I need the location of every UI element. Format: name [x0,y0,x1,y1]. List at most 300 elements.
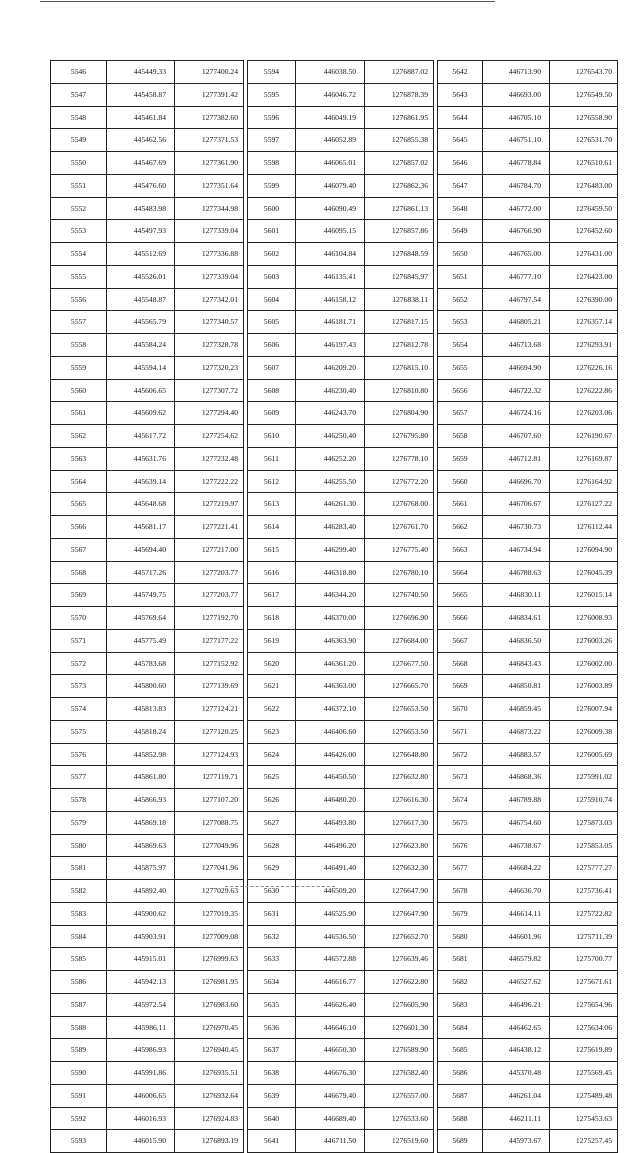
table-row [248,516,434,539]
table-row [438,493,618,516]
table-row [51,652,244,675]
point-number: 5612 [248,470,296,493]
coordinate-tables [50,60,615,1146]
y-coordinate: 1276665.70 [365,675,434,698]
x-coordinate: 446766.90 [483,220,550,243]
y-coordinate: 1276623.80 [365,834,434,857]
y-coordinate: 1276935.51 [175,1062,244,1085]
y-coordinate: 1276696.90 [365,607,434,630]
point-number: 5655 [438,356,483,379]
point-number: 5640 [248,1107,296,1130]
y-coordinate: 1277400.24 [175,61,244,84]
point-number: 5644 [438,106,483,129]
y-coordinate: 1276932.64 [175,1084,244,1107]
x-coordinate: 446525.90 [296,902,365,925]
y-coordinate: 1277120.25 [175,720,244,743]
x-coordinate: 446601.96 [483,925,550,948]
y-coordinate: 1277307.72 [175,379,244,402]
table-row [438,265,618,288]
y-coordinate: 1276112.44 [550,516,618,539]
point-number: 5689 [438,1130,483,1153]
point-number: 5609 [248,402,296,425]
table-row [438,1016,618,1039]
point-number: 5604 [248,288,296,311]
y-coordinate: 1275853.05 [550,834,618,857]
x-coordinate: 446859.45 [483,698,550,721]
table-row [51,538,244,561]
table-row [438,561,618,584]
table-row [51,971,244,994]
x-coordinate: 446209.20 [296,356,365,379]
table-row [438,698,618,721]
table-row [51,220,244,243]
y-coordinate: 1276768.00 [365,493,434,516]
x-coordinate: 446850.81 [483,675,550,698]
table-row [438,925,618,948]
y-coordinate: 1276848.59 [365,243,434,266]
table-row [438,174,618,197]
table-row [248,811,434,834]
point-number: 5547 [51,83,107,106]
y-coordinate: 1277203.77 [175,561,244,584]
point-number: 5688 [438,1107,483,1130]
x-coordinate: 446509.20 [296,880,365,903]
y-coordinate: 1277029.63 [175,880,244,903]
y-coordinate: 1276812.78 [365,334,434,357]
table-row [248,584,434,607]
table-row [51,993,244,1016]
x-coordinate: 445497.93 [107,220,175,243]
x-coordinate: 446788.63 [483,561,550,584]
y-coordinate: 1276855.38 [365,129,434,152]
table-row [438,379,618,402]
point-number: 5669 [438,675,483,698]
point-number: 5656 [438,379,483,402]
y-coordinate: 1276983.60 [175,993,244,1016]
y-coordinate: 1276647.90 [365,880,434,903]
table-row [438,857,618,880]
point-number: 5581 [51,857,107,880]
x-coordinate: 446158.12 [296,288,365,311]
table-row [51,311,244,334]
y-coordinate: 1276164.92 [550,470,618,493]
table-row [51,356,244,379]
point-number: 5579 [51,811,107,834]
x-coordinate: 446834.61 [483,607,550,630]
table-row [51,720,244,743]
y-coordinate: 1276778.10 [365,447,434,470]
y-coordinate: 1276647.90 [365,902,434,925]
x-coordinate: 446883.57 [483,743,550,766]
point-number: 5677 [438,857,483,880]
y-coordinate: 1276003.26 [550,629,618,652]
table-row [51,1084,244,1107]
x-coordinate: 445717.26 [107,561,175,584]
point-number: 5570 [51,607,107,630]
y-coordinate: 1276838.11 [365,288,434,311]
y-coordinate: 1277139.69 [175,675,244,698]
y-coordinate: 1275654.96 [550,993,618,1016]
x-coordinate: 446676.30 [296,1062,365,1085]
y-coordinate: 1276226.16 [550,356,618,379]
table-row [248,948,434,971]
x-coordinate: 446836.50 [483,629,550,652]
table-row [248,743,434,766]
y-coordinate: 1275569.45 [550,1062,618,1085]
y-coordinate: 1276652.70 [365,925,434,948]
point-number: 5588 [51,1016,107,1039]
table-row [248,1107,434,1130]
x-coordinate: 445512.69 [107,243,175,266]
x-coordinate: 446496.21 [483,993,550,1016]
table-row [248,993,434,1016]
point-number: 5662 [438,516,483,539]
table-row [248,607,434,630]
table-row [438,1107,618,1130]
table-row [248,243,434,266]
y-coordinate: 1277203.77 [175,584,244,607]
y-coordinate: 1277294.40 [175,402,244,425]
y-coordinate: 1276531.70 [550,129,618,152]
point-number: 5659 [438,447,483,470]
x-coordinate: 446614.11 [483,902,550,925]
point-number: 5675 [438,811,483,834]
x-coordinate: 445915.01 [107,948,175,971]
x-coordinate: 446797.54 [483,288,550,311]
x-coordinate: 446616.77 [296,971,365,994]
y-coordinate: 1277254.62 [175,425,244,448]
table-row [51,447,244,470]
y-coordinate: 1277107.20 [175,789,244,812]
table-row [51,743,244,766]
y-coordinate: 1276222.86 [550,379,618,402]
x-coordinate: 445818.24 [107,720,175,743]
point-number: 5563 [51,447,107,470]
table-row [438,675,618,698]
y-coordinate: 1275453.63 [550,1107,618,1130]
point-number: 5685 [438,1039,483,1062]
x-coordinate: 445861.80 [107,766,175,789]
table-row [248,766,434,789]
table-row [438,880,618,903]
table-row [51,925,244,948]
point-number: 5584 [51,925,107,948]
table-row [51,1016,244,1039]
y-coordinate: 1276639.46 [365,948,434,971]
point-number: 5663 [438,538,483,561]
point-number: 5553 [51,220,107,243]
table-row [51,265,244,288]
table-row [438,106,618,129]
table-row [51,197,244,220]
table-row [51,1039,244,1062]
x-coordinate: 446713.90 [483,61,550,84]
table-row [248,288,434,311]
x-coordinate: 446696.70 [483,470,550,493]
x-coordinate: 445852.98 [107,743,175,766]
point-number: 5576 [51,743,107,766]
y-coordinate: 1275257.45 [550,1130,618,1153]
y-coordinate: 1276459.50 [550,197,618,220]
point-number: 5605 [248,311,296,334]
x-coordinate: 445449.33 [107,61,175,84]
table-row [51,1130,244,1153]
y-coordinate: 1276815.10 [365,356,434,379]
table-row [51,789,244,812]
x-coordinate: 446734.94 [483,538,550,561]
table-row [51,1062,244,1085]
point-number: 5554 [51,243,107,266]
point-number: 5598 [248,152,296,175]
y-coordinate: 1275777.27 [550,857,618,880]
x-coordinate: 445813.83 [107,698,175,721]
x-coordinate: 446789.88 [483,789,550,812]
x-coordinate: 446015.90 [107,1130,175,1153]
point-number: 5559 [51,356,107,379]
point-number: 5636 [248,1016,296,1039]
y-coordinate: 1276002.00 [550,652,618,675]
point-number: 5615 [248,538,296,561]
point-number: 5562 [51,425,107,448]
x-coordinate: 445991.86 [107,1062,175,1085]
y-coordinate: 1277219.97 [175,493,244,516]
point-number: 5637 [248,1039,296,1062]
y-coordinate: 1276519.60 [365,1130,434,1153]
point-number: 5652 [438,288,483,311]
table-row [51,834,244,857]
y-coordinate: 1276390.00 [550,288,618,311]
y-coordinate: 1275671.61 [550,971,618,994]
x-coordinate: 446650.30 [296,1039,365,1062]
point-number: 5651 [438,265,483,288]
x-coordinate: 445903.91 [107,925,175,948]
point-number: 5618 [248,607,296,630]
point-number: 5681 [438,948,483,971]
table-row [248,880,434,903]
y-coordinate: 1277049.96 [175,834,244,857]
x-coordinate: 446438.12 [483,1039,550,1062]
y-coordinate: 1276740.50 [365,584,434,607]
point-number: 5620 [248,652,296,675]
point-number: 5601 [248,220,296,243]
point-number: 5665 [438,584,483,607]
y-coordinate: 1277320.23 [175,356,244,379]
x-coordinate: 445467.69 [107,152,175,175]
table-row [51,61,244,84]
point-number: 5611 [248,447,296,470]
point-number: 5573 [51,675,107,698]
x-coordinate: 446572.88 [296,948,365,971]
coordinate-table-block-3 [437,60,618,1153]
table-row [248,971,434,994]
table-row [438,288,618,311]
y-coordinate: 1275910.74 [550,789,618,812]
table-row [438,971,618,994]
point-number: 5667 [438,629,483,652]
y-coordinate: 1277339.04 [175,265,244,288]
y-coordinate: 1276817.15 [365,311,434,334]
point-number: 5566 [51,516,107,539]
point-number: 5565 [51,493,107,516]
x-coordinate: 445617.72 [107,425,175,448]
point-number: 5594 [248,61,296,84]
point-number: 5619 [248,629,296,652]
x-coordinate: 446646.10 [296,1016,365,1039]
table-row [438,356,618,379]
point-number: 5574 [51,698,107,721]
table-row [248,311,434,334]
point-number: 5548 [51,106,107,129]
table-row [51,83,244,106]
point-number: 5561 [51,402,107,425]
table-row [438,129,618,152]
point-number: 5555 [51,265,107,288]
point-number: 5643 [438,83,483,106]
table-row [51,470,244,493]
x-coordinate: 446344.20 [296,584,365,607]
table-row [51,584,244,607]
point-number: 5660 [438,470,483,493]
table-row [248,470,434,493]
x-coordinate: 446778.84 [483,152,550,175]
table-row [438,334,618,357]
table-row [51,379,244,402]
y-coordinate: 1277019.35 [175,902,244,925]
point-number: 5614 [248,516,296,539]
point-number: 5687 [438,1084,483,1107]
point-number: 5686 [438,1062,483,1085]
point-number: 5560 [51,379,107,402]
x-coordinate: 446493.80 [296,811,365,834]
table-row [51,174,244,197]
table-row [438,538,618,561]
point-number: 5624 [248,743,296,766]
x-coordinate: 445606.65 [107,379,175,402]
y-coordinate: 1276893.19 [175,1130,244,1153]
point-number: 5645 [438,129,483,152]
point-number: 5597 [248,129,296,152]
table-row [51,243,244,266]
x-coordinate: 446480.20 [296,789,365,812]
x-coordinate: 446730.73 [483,516,550,539]
point-number: 5639 [248,1084,296,1107]
x-coordinate: 446052.89 [296,129,365,152]
y-coordinate: 1276190.67 [550,425,618,448]
point-number: 5578 [51,789,107,812]
point-number: 5564 [51,470,107,493]
x-coordinate: 446363.00 [296,675,365,698]
table-row [51,106,244,129]
table-row [248,675,434,698]
point-number: 5683 [438,993,483,1016]
table-row [438,629,618,652]
x-coordinate: 446090.49 [296,197,365,220]
point-number: 5572 [51,652,107,675]
point-number: 5680 [438,925,483,948]
x-coordinate: 446496.20 [296,834,365,857]
x-coordinate: 446261.04 [483,1084,550,1107]
table-row [51,402,244,425]
y-coordinate: 1276533.60 [365,1107,434,1130]
x-coordinate: 446426.00 [296,743,365,766]
point-number: 5682 [438,971,483,994]
table-row [248,1062,434,1085]
point-number: 5546 [51,61,107,84]
table-row [248,106,434,129]
y-coordinate: 1277391.42 [175,83,244,106]
point-number: 5575 [51,720,107,743]
y-coordinate: 1276015.14 [550,584,618,607]
x-coordinate: 446684.22 [483,857,550,880]
y-coordinate: 1276780.10 [365,561,434,584]
table-row [51,880,244,903]
table-row [248,402,434,425]
point-number: 5552 [51,197,107,220]
point-number: 5589 [51,1039,107,1062]
table-row [438,516,618,539]
table-row [438,789,618,812]
table-row [248,334,434,357]
point-number: 5648 [438,197,483,220]
x-coordinate: 445986.11 [107,1016,175,1039]
y-coordinate: 1277222.22 [175,470,244,493]
x-coordinate: 446626.40 [296,993,365,1016]
x-coordinate: 446772.00 [483,197,550,220]
table-row [248,538,434,561]
point-number: 5593 [51,1130,107,1153]
point-number: 5666 [438,607,483,630]
point-number: 5557 [51,311,107,334]
y-coordinate: 1276423.00 [550,265,618,288]
x-coordinate: 446135.41 [296,265,365,288]
y-coordinate: 1277217.00 [175,538,244,561]
x-coordinate: 446805.21 [483,311,550,334]
point-number: 5610 [248,425,296,448]
x-coordinate: 446722.32 [483,379,550,402]
y-coordinate: 1277009.08 [175,925,244,948]
y-coordinate: 1277340.57 [175,311,244,334]
x-coordinate: 445565.79 [107,311,175,334]
x-coordinate: 446754.60 [483,811,550,834]
x-coordinate: 446738.67 [483,834,550,857]
point-number: 5631 [248,902,296,925]
x-coordinate: 446579.82 [483,948,550,971]
point-number: 5580 [51,834,107,857]
y-coordinate: 1276810.80 [365,379,434,402]
point-number: 5625 [248,766,296,789]
y-coordinate: 1277382.60 [175,106,244,129]
table-row [51,425,244,448]
x-coordinate: 446079.40 [296,174,365,197]
y-coordinate: 1276357.14 [550,311,618,334]
y-coordinate: 1276632.30 [365,857,434,880]
x-coordinate: 446372.10 [296,698,365,721]
table-row [51,288,244,311]
x-coordinate: 446006.65 [107,1084,175,1107]
coordinate-table-block-2 [247,60,434,1153]
x-coordinate: 445548.87 [107,288,175,311]
table-row [248,447,434,470]
x-coordinate: 446694.90 [483,356,550,379]
point-number: 5670 [438,698,483,721]
x-coordinate: 445775.49 [107,629,175,652]
table-row [438,993,618,1016]
table-row [248,265,434,288]
point-number: 5587 [51,993,107,1016]
table-row [51,698,244,721]
table-row [438,311,618,334]
y-coordinate: 1276589.90 [365,1039,434,1062]
